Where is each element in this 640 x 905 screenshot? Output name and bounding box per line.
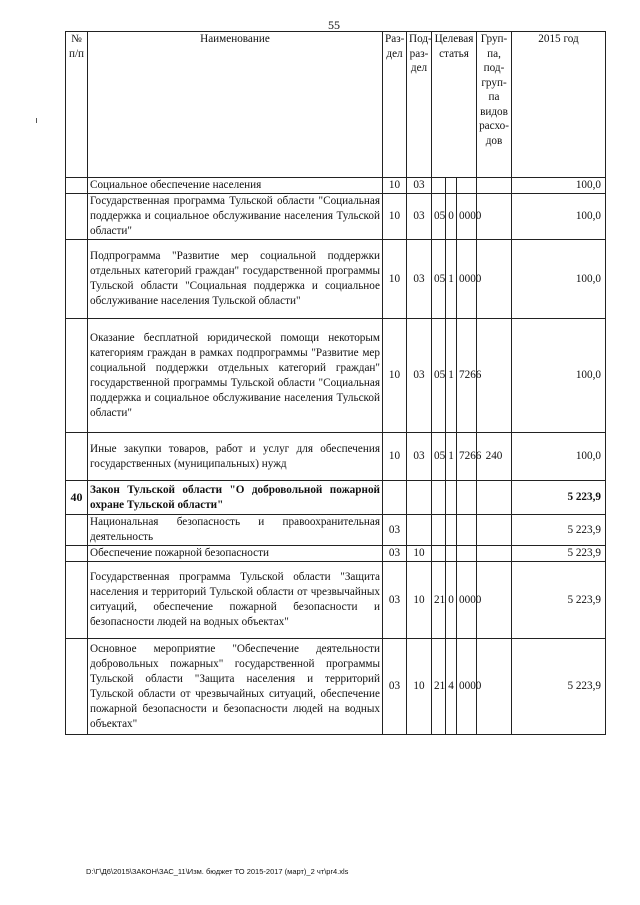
row-podrazdel: 03 (407, 319, 432, 433)
table-row (66, 240, 606, 319)
row-razdel: 03 (383, 562, 407, 639)
row-target-subprogram: 1 (446, 433, 457, 481)
row-razdel (383, 481, 407, 515)
row-podrazdel: 10 (407, 562, 432, 639)
row-index (66, 240, 88, 319)
row-name: Закон Тульской области "О добровольной пожарной охране Тульской области" (88, 481, 383, 515)
row-razdel: 10 (383, 194, 407, 240)
table-row (66, 481, 606, 515)
row-target-direction (457, 481, 477, 515)
row-podrazdel (407, 515, 432, 546)
row-amount: 5 223,9 (512, 515, 606, 546)
row-target-program (432, 178, 446, 194)
row-amount: 5 223,9 (512, 546, 606, 562)
row-target-direction: 0000 (457, 562, 477, 639)
row-razdel: 10 (383, 433, 407, 481)
row-razdel: 10 (383, 178, 407, 194)
row-target-direction: 0000 (457, 240, 477, 319)
header-target-article: Целевая статья (432, 32, 477, 178)
page-number: 55 (328, 18, 340, 32)
table-row (66, 562, 606, 639)
row-expense-group (477, 546, 512, 562)
row-name: Обеспечение пожарной безопасности (88, 546, 383, 562)
row-name: Подпрограмма "Развитие мер социальной поддержки отдельных категорий граждан" государственной программы Тульской области "Социальная поддержка и социальное обслуживание населения Тульской области" (88, 240, 383, 319)
row-name: Основное мероприятие "Обеспечение деятельности добровольных пожарных" государственной программы Тульской области "Защита населения и территорий Тульской области от чрезвычайных ситуаций, обеспечение пожарной безопасности и безопасности людей на водных объектах" (88, 639, 383, 735)
row-podrazdel: 10 (407, 639, 432, 735)
budget-table (65, 31, 606, 735)
row-target-subprogram: 4 (446, 639, 457, 735)
table-row (66, 639, 606, 735)
table-row (66, 194, 606, 240)
row-target-direction (457, 546, 477, 562)
row-target-subprogram (446, 178, 457, 194)
header-podrazdel: Под-раз-дел (407, 32, 432, 178)
row-target-subprogram (446, 481, 457, 515)
row-target-direction (457, 178, 477, 194)
row-amount: 100,0 (512, 240, 606, 319)
row-expense-group: 240 (477, 433, 512, 481)
header-num: № п/п (66, 32, 88, 178)
row-expense-group (477, 319, 512, 433)
footer-file-path: D:\Г\Д6\2015\ЗАКОН\ЗАС_11\Изм. бюджет ТО 2015-2017 (март)_2 чт\pr4.xls (86, 867, 349, 876)
table-row (66, 515, 606, 546)
row-razdel: 03 (383, 639, 407, 735)
row-target-program: 05 (432, 194, 446, 240)
row-target-subprogram: 0 (446, 562, 457, 639)
row-target-subprogram: 0 (446, 194, 457, 240)
row-target-program: 05 (432, 433, 446, 481)
row-name: Государственная программа Тульской области "Социальная поддержка и социальное обслуживание населения Тульской области" (88, 194, 383, 240)
row-amount: 100,0 (512, 194, 606, 240)
row-target-program (432, 546, 446, 562)
table-header-row (66, 32, 606, 178)
row-expense-group (477, 240, 512, 319)
row-razdel: 03 (383, 546, 407, 562)
table-row (66, 546, 606, 562)
row-amount: 5 223,9 (512, 562, 606, 639)
row-expense-group (477, 481, 512, 515)
row-name: Государственная программа Тульской области "Защита населения и территорий Тульской области от чрезвычайных ситуаций, обеспечение пожарной безопасности и безопасности людей на водных объектах" (88, 562, 383, 639)
row-podrazdel: 03 (407, 194, 432, 240)
header-razdel: Раз-дел (383, 32, 407, 178)
row-podrazdel (407, 481, 432, 515)
table-body (66, 178, 606, 735)
row-amount: 5 223,9 (512, 481, 606, 515)
header-name: Наименование (88, 32, 383, 178)
row-amount: 100,0 (512, 178, 606, 194)
row-index (66, 194, 88, 240)
row-amount: 100,0 (512, 319, 606, 433)
row-amount: 100,0 (512, 433, 606, 481)
row-target-subprogram (446, 515, 457, 546)
scan-mark (36, 118, 37, 123)
row-target-subprogram: 1 (446, 319, 457, 433)
header-expense-group: Груп-па, под-груп-па видов расхо-дов (477, 32, 512, 178)
row-name: Иные закупки товаров, работ и услуг для обеспечения государственных (муниципальных) нужд (88, 433, 383, 481)
row-name: Социальное обеспечение населения (88, 178, 383, 194)
row-index (66, 639, 88, 735)
row-target-program: 21 (432, 562, 446, 639)
row-podrazdel: 03 (407, 240, 432, 319)
row-target-direction (457, 515, 477, 546)
row-target-direction: 7266 (457, 319, 477, 433)
row-index (66, 178, 88, 194)
row-index (66, 433, 88, 481)
row-name: Национальная безопасность и правоохранительная деятельность (88, 515, 383, 546)
table-row (66, 319, 606, 433)
row-razdel: 10 (383, 240, 407, 319)
row-target-program: 21 (432, 639, 446, 735)
row-index (66, 546, 88, 562)
row-target-direction: 0000 (457, 639, 477, 735)
row-expense-group (477, 562, 512, 639)
row-podrazdel: 03 (407, 178, 432, 194)
row-target-subprogram (446, 546, 457, 562)
row-target-program (432, 481, 446, 515)
row-amount: 5 223,9 (512, 639, 606, 735)
row-podrazdel: 03 (407, 433, 432, 481)
row-target-direction: 7266 (457, 433, 477, 481)
row-expense-group (477, 515, 512, 546)
row-name: Оказание бесплатной юридической помощи некоторым категориям граждан в рамках подпрограммы "Развитие мер социальной поддержки отдельных категорий граждан" государственной программы Тульской области "Социальная поддержка и социальное обслуживание населения Тульской области" (88, 319, 383, 433)
row-razdel: 10 (383, 319, 407, 433)
row-target-program: 05 (432, 240, 446, 319)
header-year: 2015 год (512, 32, 606, 178)
row-podrazdel: 10 (407, 546, 432, 562)
row-target-subprogram: 1 (446, 240, 457, 319)
table-row (66, 178, 606, 194)
row-target-program (432, 515, 446, 546)
row-target-direction: 0000 (457, 194, 477, 240)
row-target-program: 05 (432, 319, 446, 433)
row-expense-group (477, 178, 512, 194)
row-index (66, 562, 88, 639)
table-row (66, 433, 606, 481)
row-expense-group (477, 194, 512, 240)
row-razdel: 03 (383, 515, 407, 546)
row-index (66, 319, 88, 433)
row-index (66, 515, 88, 546)
row-expense-group (477, 639, 512, 735)
row-index: 40 (66, 481, 88, 515)
